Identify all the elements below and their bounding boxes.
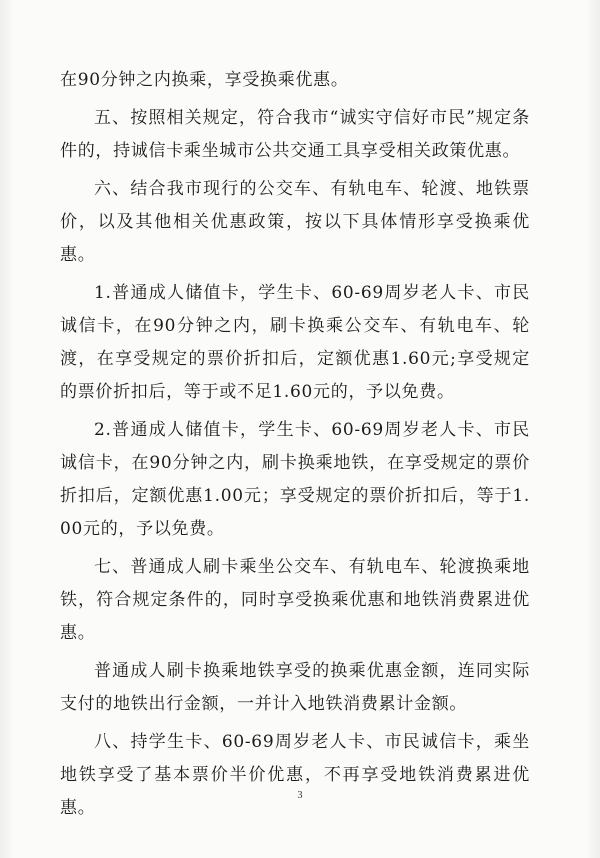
scan-shadow-left (0, 0, 14, 858)
paragraph-item-8: 八、持学生卡、60-69周岁老人卡、市民诚信卡，乘坐地铁享受了基本票价半价优惠，不再享受地铁消费累进优惠。 (60, 732, 530, 818)
document-body (60, 64, 530, 830)
paragraph-item-5: 五、按照相关规定，符合我市“诚实守信好市民”规定条件的，持诚信卡乘坐城市公共交通工具享受相关政策优惠。 (60, 108, 530, 161)
paragraph-item-7: 七、普通成人刷卡乘坐公交车、有轨电车、轮渡换乘地铁，符合规定条件的，同时享受换乘优惠和地铁消费累进优惠。 (60, 557, 530, 643)
page-number: 3 (297, 790, 303, 801)
paragraph-item-7-note: 普通成人刷卡换乘地铁享受的换乘优惠金额，连同实际支付的地铁出行金额，一并计入地铁消费累计金额。 (60, 661, 530, 714)
paragraph-item-6-1: 1.普通成人储值卡，学生卡、60-69周岁老人卡、市民诚信卡，在90分钟之内，刷卡换乘公交车、有轨电车、轮渡，在享受规定的票价折扣后，定额优惠1.60元;享受规定的票价折扣后，等于或不足1.60元的，予以免费。 (60, 283, 530, 402)
paragraph-item-6: 六、结合我市现行的公交车、有轨电车、轮渡、地铁票价，以及其他相关优惠政策，按以下具体情形享受换乘优惠。 (60, 179, 530, 265)
paragraph-continuation: 在90分钟之内换乘，享受换乘优惠。 (60, 70, 349, 90)
paragraph-item-6-2: 2.普通成人储值卡，学生卡、60-69周岁老人卡、市民诚信卡，在90分钟之内，刷卡换乘地铁，在享受规定的票价折扣后，定额优惠1.00元；享受规定的票价折扣后，等于1.00元的，予以免费。 (60, 420, 530, 539)
scan-shadow-right (586, 0, 600, 858)
